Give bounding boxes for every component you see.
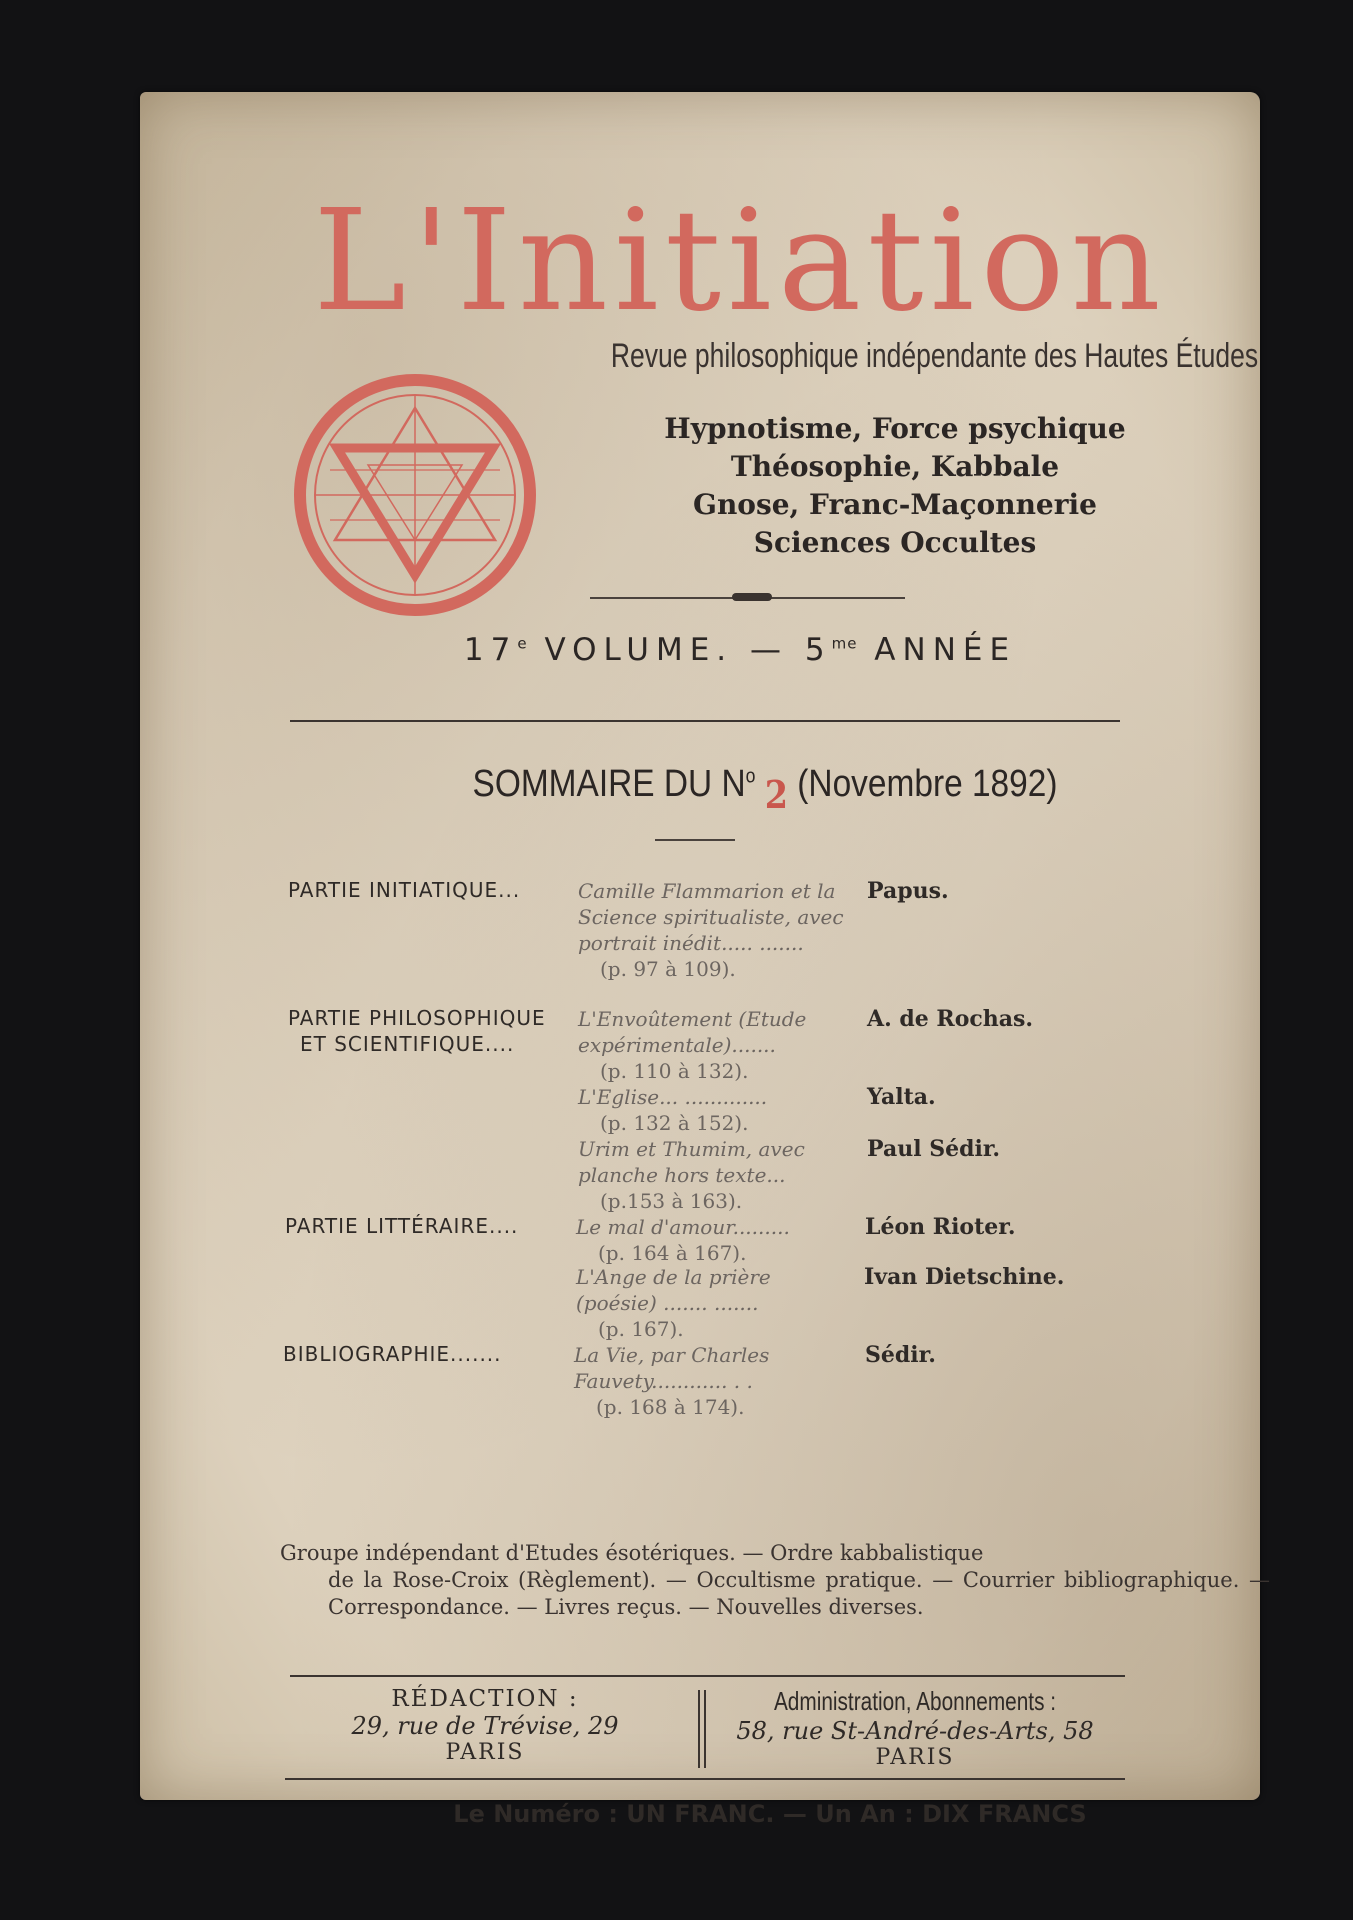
price-line: Le Numéro : UN FRANC. — Un An : DIX FRANCS [453, 1800, 1087, 1828]
magazine-cover [140, 92, 1270, 1828]
volume-line: 17e VOLUME. — $5^{me}$ ANNÉE [463, 632, 1017, 668]
topic-line: Théosophie, Kabbale [730, 450, 1060, 483]
article-author: Léon Rioter. [865, 1214, 1016, 1240]
misc-contents: Groupe indépendant d'Etudes ésotériques. — Ordre kabbalistique de la Rose-Croix (Règlement). — Occultisme pratique. — Courrier bibliographique. — Correspondance. — Livres reçus. — Nouvelles diverses. [280, 1541, 1270, 1619]
sommaire-heading: SOMMAIRE DU $N^o$ 2 (Novembre 1892) [472, 763, 1058, 817]
administration-city: PARIS [875, 1745, 955, 1770]
magazine-subtitle: Revue philosophique indépendante des Hautes Études [610, 337, 1259, 375]
article-author: Ivan Dietschine. [864, 1264, 1065, 1290]
article-author: Papus. [867, 878, 949, 904]
volume-number: 17 [463, 632, 518, 668]
article-entry: L'Eglise... ............. (p. 132 à 152). [578, 1085, 768, 1135]
hexagram-seal-icon [290, 370, 540, 620]
article-author: Sédir. [865, 1342, 936, 1368]
administration-address: 58, rue St-André-des-Arts, 58 [736, 1717, 1094, 1745]
topic-line: Sciences Occultes [753, 526, 1037, 559]
redaction-city: PARIS [445, 1740, 525, 1765]
topic-line: Hypnotisme, Force psychique [664, 412, 1126, 445]
magazine-title: L'Initiation [313, 180, 1167, 343]
article-author: A. de Rochas. [867, 1006, 1034, 1032]
administration-block [720, 1686, 1110, 1770]
address-bottom-rule [285, 1778, 1125, 1780]
volume-word: VOLUME. [544, 632, 734, 668]
article-entry: Camille Flammarion et la Science spiritualiste, avec portrait inédit..... ....... (p. 97 à 109). [578, 879, 844, 981]
article-author: Paul Sédir. [867, 1136, 1001, 1162]
administration-heading: Administration, Abonnements : [773, 1686, 1057, 1716]
ornament-center [732, 593, 772, 601]
section-litteraire: PARTIE LITTÉRAIRE.... [285, 1214, 519, 1238]
ornament-small [655, 839, 735, 841]
article-entry: L'Ange de la prière (poésie) ....... ....... (p. 167). [576, 1265, 771, 1341]
redaction-block [290, 1686, 680, 1765]
column-separator [704, 1690, 706, 1768]
topics-list [545, 410, 1245, 562]
article-entry: L'Envoûtement (Etude expérimentale)....... (p. 110 à 132). [578, 1007, 807, 1083]
year-word: ANNÉE [874, 632, 1017, 668]
section-scientifique: ET SCIENTIFIQUE.... [300, 1032, 515, 1056]
issue-date: (Novembre 1892) [797, 763, 1058, 805]
section-bibliographie: BIBLIOGRAPHIE....... [283, 1342, 502, 1366]
section-philosophique: PARTIE PHILOSOPHIQUE [288, 1006, 546, 1030]
article-entry: La Vie, par Charles Fauvety............ . . (p. 168 à 174). [574, 1343, 770, 1419]
address-top-rule [290, 1675, 1125, 1677]
article-entry: Le mal d'amour......... (p. 164 à 167). [576, 1215, 790, 1265]
article-entry: Urim et Thumim, avec planche hors texte... (p.153 à 163). [578, 1137, 805, 1213]
issue-number: 2 [764, 772, 788, 817]
top-rule [290, 720, 1120, 722]
section-initiatique: PARTIE INITIATIQUE... [288, 878, 521, 902]
article-author: Yalta. [867, 1084, 936, 1110]
redaction-address: 29, rue de Trévise, 29 [351, 1712, 619, 1740]
redaction-heading: RÉDACTION : [391, 1686, 579, 1712]
year-number: 5 [804, 632, 832, 668]
topic-line: Gnose, Franc-Maçonnerie [693, 488, 1097, 521]
column-separator [698, 1690, 700, 1768]
